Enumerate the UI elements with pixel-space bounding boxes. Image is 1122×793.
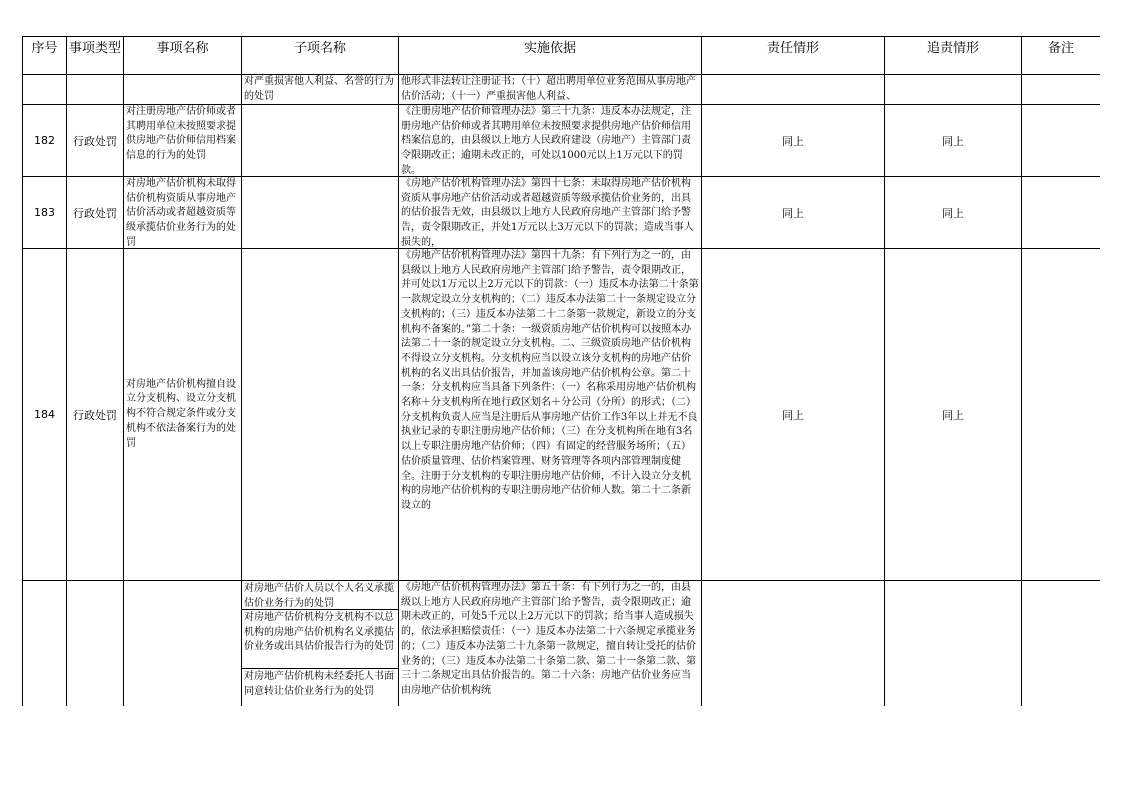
cell-duty: 同上 xyxy=(702,249,885,581)
header-pursue: 追责情形 xyxy=(885,37,1022,75)
header-duty: 责任情形 xyxy=(702,37,885,75)
cell-seq xyxy=(23,75,67,105)
cell-remark xyxy=(1022,75,1101,105)
cell-duty xyxy=(702,75,885,105)
cell-basis: 《注册房地产估价师管理办法》第三十九条：违反本办法规定，注册房地产估价师或者其聘用单位未按照要求提供房地产估价师信用档案信息的，由县级以上地方人民政府建设（房地产）主管部门责令限期改正；逾期未改正的，可处以1000元以上1万元以下的罚款。 xyxy=(401,106,691,176)
cell-remark xyxy=(1022,581,1101,707)
cell-pursue xyxy=(885,581,1022,707)
cell-sub xyxy=(242,105,399,177)
cell-pursue: 同上 xyxy=(885,177,1022,249)
cell-type: 行政处罚 xyxy=(67,249,124,581)
cell-remark xyxy=(1022,105,1101,177)
cell-name: 对房地产估价机构未取得估价机构资质从事房地产估价活动或者超越资质等级承揽估价业务行为的处罚 xyxy=(126,178,236,248)
cell-remark xyxy=(1022,177,1101,249)
cell-seq: 184 xyxy=(23,249,67,581)
header-row xyxy=(23,37,1101,75)
spreadsheet-page xyxy=(22,36,1100,706)
table-row xyxy=(23,177,1101,249)
cell-sub: 对严重损害他人利益、名誉的行为的处罚 xyxy=(244,76,394,102)
header-type: 事项类型 xyxy=(67,37,124,75)
cell-seq: 182 xyxy=(23,105,67,177)
cell-name: 对注册房地产估价师或者其聘用单位未按照要求提供房地产估价师信用档案信息的行为的处罚 xyxy=(126,106,236,162)
cell-type xyxy=(67,75,124,105)
cell-basis: 他形式非法转让注册证书；（十）超出聘用单位业务范围从事房地产估价活动；（十一）严重损害他人利益、 xyxy=(401,76,696,102)
cell-basis: 《房地产估价机构管理办法》第四十九条：有下列行为之一的，由县级以上地方人民政府房地产主管部门给予警告，责令限期改正，并可处以1万元以上2万元以下的罚款：（一）违反本办法第二十条第一款规定设立分支机构的；（二）违反本办法第二十一条规定设立分支机构的；（三）违反本办法第二十二条第一款规定，新设立的分支机构不备案的。”第二十条：一级资质房地产估价机构可以按照本办法第二十一条的规定设立分支机构。二、三级资质房地产估价机构不得设立分支机构。分支机构应当以设立该分支机构的房地产估价机构的名义出具估价报告，并加盖该房地产估价机构公章。第二十一条：分支机构应当具备下列条件：（一）名称采用房地产估价机构名称＋分支机构所在地行政区划名＋分公司（分所）的形式；（二）分支机构负责人应当是注册后从事房地产估价工作3年以上并无不良执业记录的专职注册房地产估价师；（三）在分支机构所在地有3名以上专职注册房地产估价师；（四）有固定的经营服务场所；（五）估价质量管理、估价档案管理、财务管理等各项内部管理制度健全。注册于分支机构的专职注册房地产估价师，不计入设立分支机构的房地产估价机构的专职注册房地产估价师人数。第二十二条新设立的 xyxy=(401,250,699,511)
header-seq: 序号 xyxy=(23,37,67,75)
matters-table xyxy=(22,36,1100,706)
sub-item: 对房地产估价机构未经委托人书面同意转让估价业务行为的处罚 xyxy=(244,671,394,697)
table-row xyxy=(23,249,1101,581)
table-row xyxy=(23,75,1101,105)
header-basis: 实施依据 xyxy=(399,37,702,75)
cell-remark xyxy=(1022,249,1101,581)
table-row xyxy=(23,581,1101,707)
table-row xyxy=(23,105,1101,177)
cell-name: 对房地产估价机构擅自设立分支机构、设立分支机构不符合规定条件或分支机构不依法备案行为的处罚 xyxy=(124,249,242,581)
cell-duty: 同上 xyxy=(702,177,885,249)
sub-item: 对房地产估价人员以个人名义承揽估价业务行为的处罚 xyxy=(242,581,398,610)
cell-pursue: 同上 xyxy=(885,105,1022,177)
cell-duty: 同上 xyxy=(702,105,885,177)
cell-seq xyxy=(23,581,67,707)
cell-basis: 《房地产估价机构管理办法》第五十条：有下列行为之一的，由县级以上地方人民政府房地产主管部门给予警告，责令限期改正；逾期未改正的，可处5千元以上2万元以下的罚款；给当事人造成损失的，依法承担赔偿责任：（一）违反本办法第二十六条规定承揽业务的；（二）违反本办法第二十九条第一款规定，擅自转让受托的估价业务的；（三）违反本办法第二十条第二款、第二十一条第二款、第三十二条规定出具估价报告的。第二十六条：房地产估价业务应当由房地产估价机构统 xyxy=(401,582,696,696)
cell-pursue: 同上 xyxy=(885,249,1022,581)
cell-seq: 183 xyxy=(23,177,67,249)
sub-item: 对房地产估价机构分支机构不以总机构的房地产估价机构名义承揽估价业务或出具估价报告行为的处罚 xyxy=(242,610,398,669)
header-remark: 备注 xyxy=(1022,37,1101,75)
cell-pursue xyxy=(885,75,1022,105)
header-sub: 子项名称 xyxy=(242,37,399,75)
cell-name xyxy=(124,581,242,707)
cell-type: 行政处罚 xyxy=(67,177,124,249)
cell-basis: 《房地产估价机构管理办法》第四十七条：未取得房地产估价机构资质从事房地产估价活动或者超越资质等级承揽估价业务的，出具的估价报告无效，由县级以上地方人民政府房地产主管部门给予警告，责令限期改正，并处1万元以上3万元以下的罚款；造成当事人损失的， xyxy=(401,178,694,248)
cell-type: 行政处罚 xyxy=(67,105,124,177)
cell-duty xyxy=(702,581,885,707)
cell-name xyxy=(124,75,242,105)
cell-sub xyxy=(242,177,399,249)
header-name: 事项名称 xyxy=(124,37,242,75)
cell-sub xyxy=(242,249,399,581)
cell-type xyxy=(67,581,124,707)
